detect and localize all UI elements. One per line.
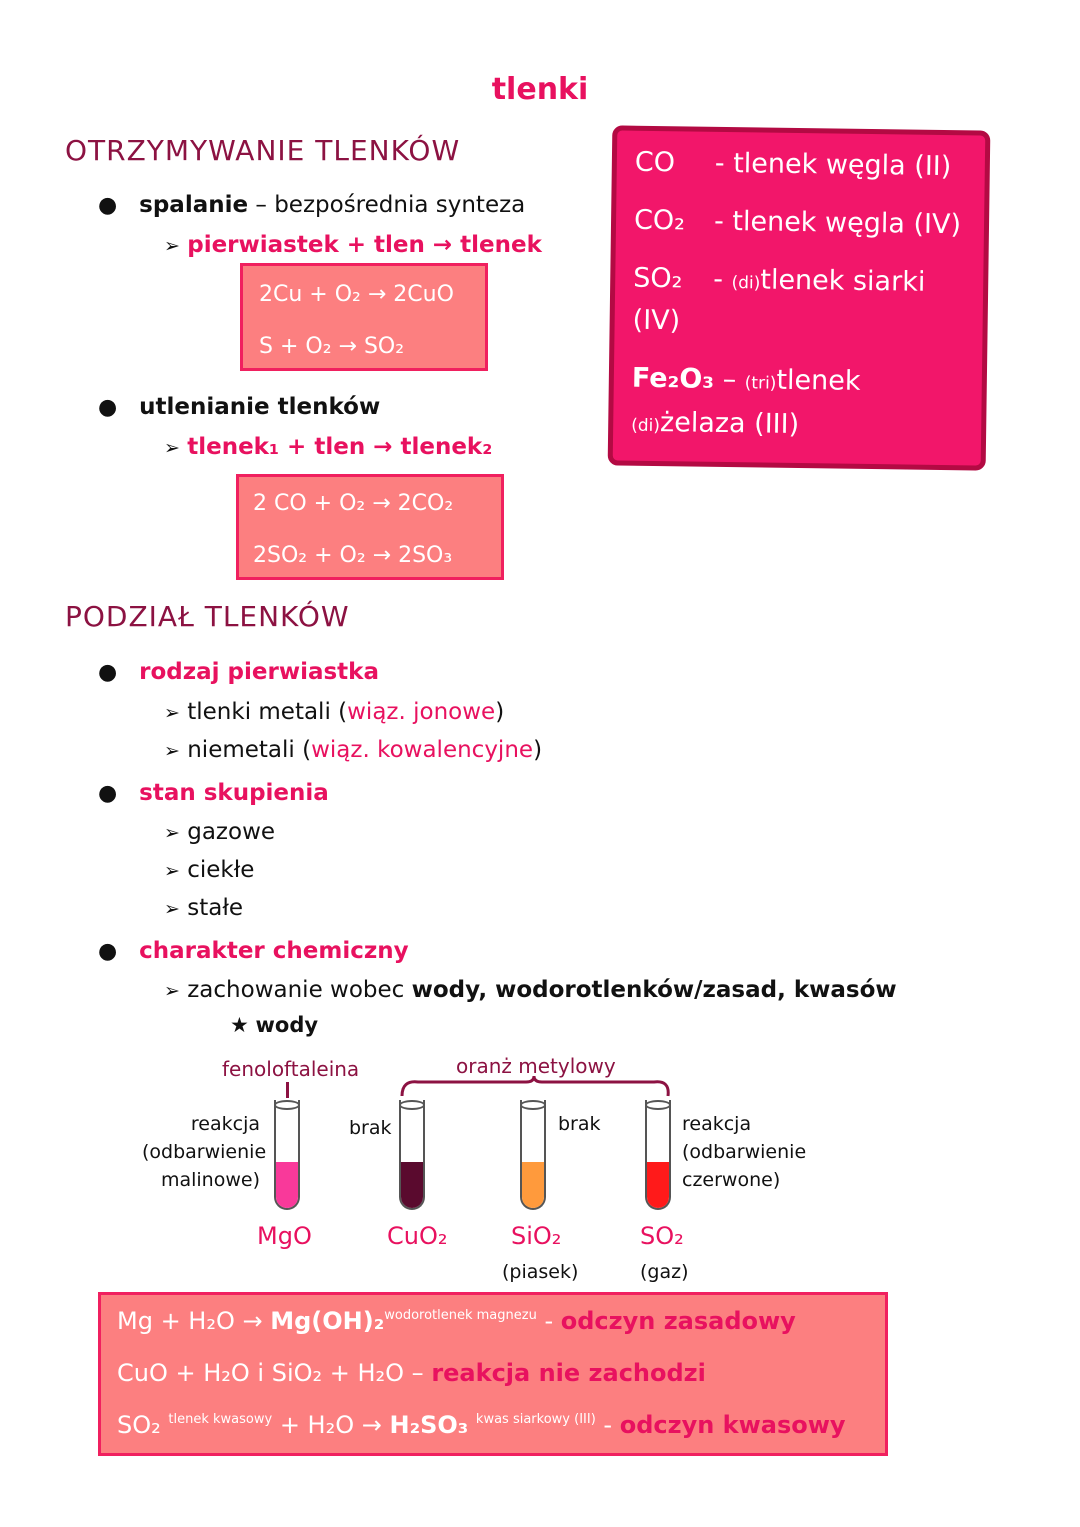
brak-label: brak <box>558 1113 601 1135</box>
charakter-item: ➢ zachowanie wobec wody, wodorotlenków/zasad, kwasów <box>164 977 897 1003</box>
bullet-stan: ● stan skupienia <box>98 780 329 806</box>
utlenianie-label: utlenianie tlenków <box>139 394 381 420</box>
equation-box-2 <box>236 474 504 580</box>
tube-note: (gaz) <box>640 1261 689 1283</box>
equation: 2 CO + O₂ → 2CO₂ <box>253 491 454 516</box>
star-icon: ★ <box>230 1013 249 1037</box>
test-tube <box>274 1100 300 1210</box>
rodzaj-item-metali: ➢ tlenki metali (wiąz. jonowe) <box>164 699 505 725</box>
name-so2-wrap: (IV) <box>632 304 681 337</box>
bullet-utlenianie <box>98 394 380 420</box>
equation-box-1 <box>240 263 488 371</box>
arrow-bullet-icon: ➢ <box>164 702 180 724</box>
brak-label: brak <box>349 1117 392 1139</box>
right-annotation: reakcja (odbarwienie czerwone) <box>682 1113 807 1191</box>
tube-note: (piasek) <box>502 1261 579 1283</box>
reaction-so2: SO₂ $^{tlenek kwasowy}$ + H₂O → H₂SO₃ $^{kwas siarkowy (III)}$ - odczyn kwasowy <box>117 1411 846 1439</box>
indicator-oranz: oranż metylowy <box>456 1054 616 1078</box>
name-co: CO - tlenek węgla (II) <box>634 146 952 183</box>
name-so2: SO₂ - (di)tlenek siarki <box>633 262 926 298</box>
reaction-cuo-sio2: CuO + H₂O i SiO₂ + H₂O – reakcja nie zachodzi <box>117 1359 706 1387</box>
arrow-bullet-icon: ➢ <box>164 860 180 882</box>
rule-text: tlenek₁ + tlen → tlenek₂ <box>187 434 493 460</box>
arrow-bullet-icon: ➢ <box>164 740 180 762</box>
bullet-rodzaj: ● rodzaj pierwiastka <box>98 659 379 685</box>
name-fe2o3-wrap: (di)żelaza (III) <box>631 407 800 441</box>
arrow-bullet-icon: ➢ <box>164 437 180 459</box>
spalanie-label: spalanie <box>139 192 249 218</box>
bullet-charakter: ● charakter chemiczny <box>98 938 409 964</box>
left-annotation: reakcja (odbarwienie malinowe) <box>142 1113 267 1191</box>
bullet-dot-icon: ● <box>98 193 118 218</box>
bullet-spalanie <box>98 192 525 218</box>
equation: 2Cu + O₂ → 2CuO <box>259 282 454 307</box>
name-fe2o3: Fe₂O₃ – (tri)tlenek <box>631 362 861 397</box>
rule-spalanie <box>164 232 542 258</box>
equation: S + O₂ → SO₂ <box>259 334 405 359</box>
name-co2: CO₂ - tlenek węgla (IV) <box>633 204 962 241</box>
oxide-names-box <box>608 125 991 470</box>
spalanie-desc: – bezpośrednia synteza <box>255 192 526 218</box>
rodzaj-item-niemetali: ➢ niemetali (wiąz. kowalencyjne) <box>164 737 543 763</box>
tube-formula: SiO₂ <box>511 1222 562 1250</box>
tube-formula: MgO <box>257 1222 312 1250</box>
rule-utlenianie <box>164 434 492 460</box>
page-title: tlenki <box>491 72 589 107</box>
bullet-dot-icon: ● <box>98 939 118 964</box>
arrow-bullet-icon: ➢ <box>164 898 180 920</box>
indicator-fenoloftaleina: fenoloftaleina <box>222 1057 360 1081</box>
tube-formula: SO₂ <box>640 1222 684 1250</box>
bullet-dot-icon: ● <box>98 660 118 685</box>
test-tube <box>645 1100 671 1210</box>
arrow-bullet-icon: ➢ <box>164 980 180 1002</box>
tube-formula: CuO₂ <box>387 1222 448 1250</box>
section-heading-otrzymywanie: OTRZYMYWANIE TLENKÓW <box>65 134 461 167</box>
bracket-icon <box>398 1074 674 1100</box>
bullet-dot-icon: ● <box>98 395 118 420</box>
stan-item: ➢ stałe <box>164 895 244 921</box>
test-tube <box>520 1100 546 1210</box>
test-tube <box>399 1100 425 1210</box>
arrow-bullet-icon: ➢ <box>164 235 180 257</box>
section-heading-podzial: PODZIAŁ TLENKÓW <box>65 600 350 633</box>
indicator-pointer <box>286 1082 289 1098</box>
equation: 2SO₂ + O₂ → 2SO₃ <box>253 543 453 568</box>
charakter-subitem: ★ wody <box>230 1013 319 1037</box>
stan-item: ➢ gazowe <box>164 819 276 845</box>
bullet-dot-icon: ● <box>98 781 118 806</box>
rule-text: pierwiastek + tlen → tlenek <box>187 232 542 258</box>
stan-item: ➢ ciekłe <box>164 857 255 883</box>
arrow-bullet-icon: ➢ <box>164 822 180 844</box>
reaction-mgo: Mg + H₂O → Mg(OH)₂$^{wodorotlenek magnezu}$ - odczyn zasadowy <box>117 1307 796 1335</box>
reactions-box <box>98 1292 888 1456</box>
